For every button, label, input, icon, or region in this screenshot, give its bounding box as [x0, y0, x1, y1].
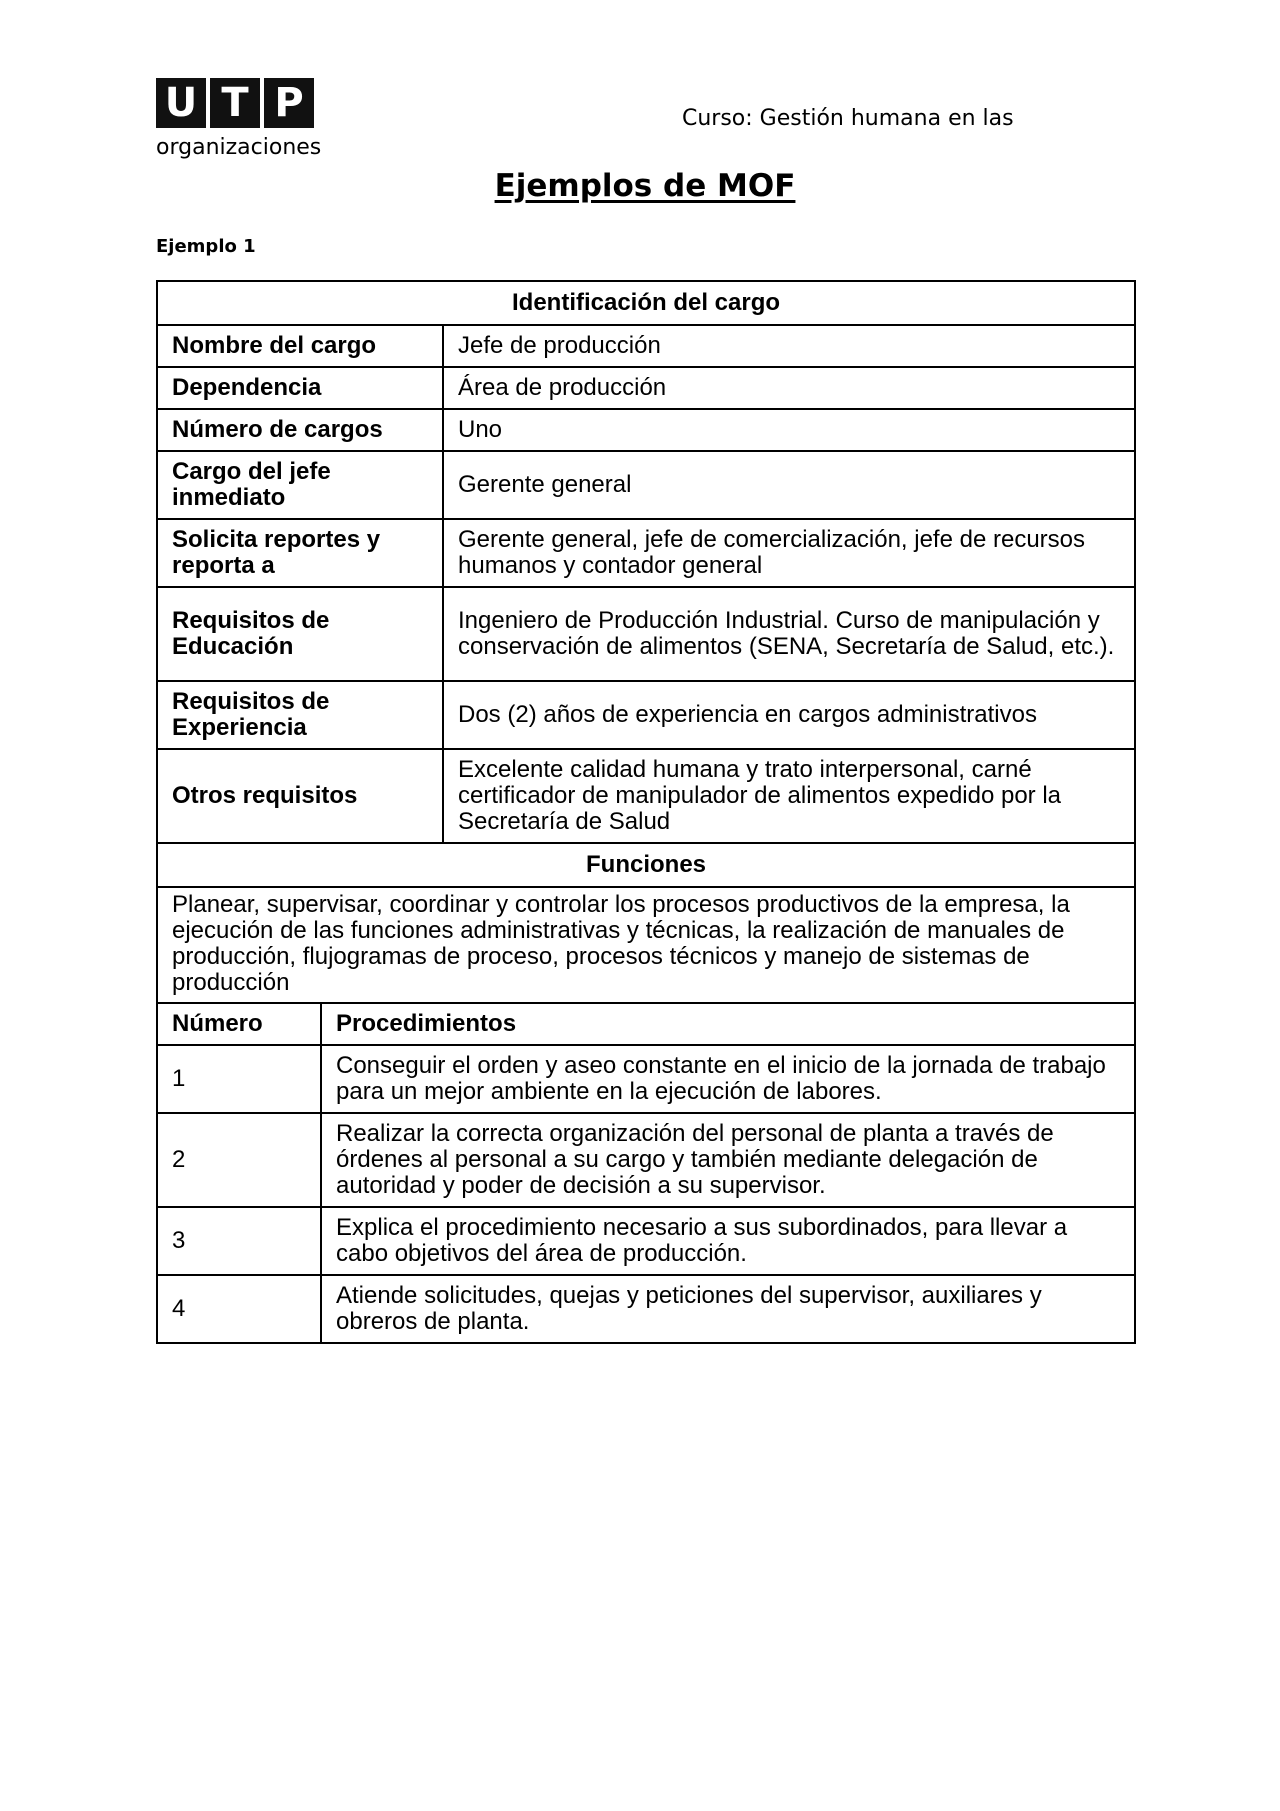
procedure-text: Explica el procedimiento necesario a sus subordinados, para llevar a cabo objetivos del área de producción.	[321, 1207, 1135, 1275]
course-line: Curso: Gestión humana en las	[682, 106, 1014, 131]
logo-letter: T	[210, 78, 260, 128]
table-row	[157, 1045, 1135, 1113]
table-row	[157, 843, 1135, 887]
row-value: Excelente calidad humana y trato interpersonal, carné certificador de manipulador de alimentos expedido por la Secretaría de Salud	[443, 749, 1135, 843]
table-row	[157, 281, 1135, 325]
row-label: Requisitos de Educación	[157, 587, 443, 681]
logo-letter: U	[156, 78, 206, 128]
table-row	[157, 519, 1135, 587]
row-label: Número de cargos	[157, 409, 443, 451]
row-label: Solicita reportes y reporta a	[157, 519, 443, 587]
table-row	[157, 451, 1135, 519]
row-label: Nombre del cargo	[157, 325, 443, 367]
functions-text: Planear, supervisar, coordinar y controlar los procesos productivos de la empresa, la ejecución de las funciones administrativas y técnicas, la realización de manuales de producción, flujogramas de proceso, procesos técnicos y manejo de sistemas de producción	[157, 887, 1135, 1003]
row-label: Requisitos de Experiencia	[157, 681, 443, 749]
procedure-number: 3	[157, 1207, 321, 1275]
column-header-number: Número	[157, 1003, 321, 1045]
row-value: Dos (2) años de experiencia en cargos administrativos	[443, 681, 1135, 749]
row-value: Jefe de producción	[443, 325, 1135, 367]
procedure-text: Realizar la correcta organización del personal de planta a través de órdenes al personal a su cargo y también mediante delegación de autoridad y poder de decisión a su supervisor.	[321, 1113, 1135, 1207]
table-row	[157, 1207, 1135, 1275]
row-value: Gerente general	[443, 451, 1135, 519]
table-row	[157, 681, 1135, 749]
row-value: Uno	[443, 409, 1135, 451]
functions-heading: Funciones	[157, 843, 1135, 887]
course-line-continued: organizaciones	[156, 135, 322, 160]
row-label: Dependencia	[157, 367, 443, 409]
column-header-procedures: Procedimientos	[321, 1003, 1135, 1045]
procedure-text: Conseguir el orden y aseo constante en el inicio de la jornada de trabajo para un mejor ambiente en la ejecución de labores.	[321, 1045, 1135, 1113]
utp-logo	[156, 78, 314, 128]
table-row	[157, 1113, 1135, 1207]
table-row	[157, 409, 1135, 451]
table-row	[157, 325, 1135, 367]
row-label: Otros requisitos	[157, 749, 443, 843]
row-value: Gerente general, jefe de comercialización, jefe de recursos humanos y contador general	[443, 519, 1135, 587]
table-row	[157, 587, 1135, 681]
mof-table	[156, 280, 1136, 1344]
table-row	[157, 887, 1135, 1003]
row-value: Área de producción	[443, 367, 1135, 409]
row-label: Cargo del jefe inmediato	[157, 451, 443, 519]
table-row	[157, 1275, 1135, 1343]
procedure-number: 2	[157, 1113, 321, 1207]
procedure-text: Atiende solicitudes, quejas y peticiones del supervisor, auxiliares y obreros de planta.	[321, 1275, 1135, 1343]
procedures-header-row	[157, 1003, 1135, 1045]
logo-letter: P	[264, 78, 314, 128]
procedure-number: 1	[157, 1045, 321, 1113]
table-row	[157, 367, 1135, 409]
row-value: Ingeniero de Producción Industrial. Curso de manipulación y conservación de alimentos (SENA, Secretaría de Salud, etc.).	[443, 587, 1135, 681]
identification-heading: Identificación del cargo	[157, 281, 1135, 325]
procedure-number: 4	[157, 1275, 321, 1343]
page-title: Ejemplos de MOF	[494, 168, 796, 204]
example-label: Ejemplo 1	[156, 236, 256, 257]
table-row	[157, 749, 1135, 843]
